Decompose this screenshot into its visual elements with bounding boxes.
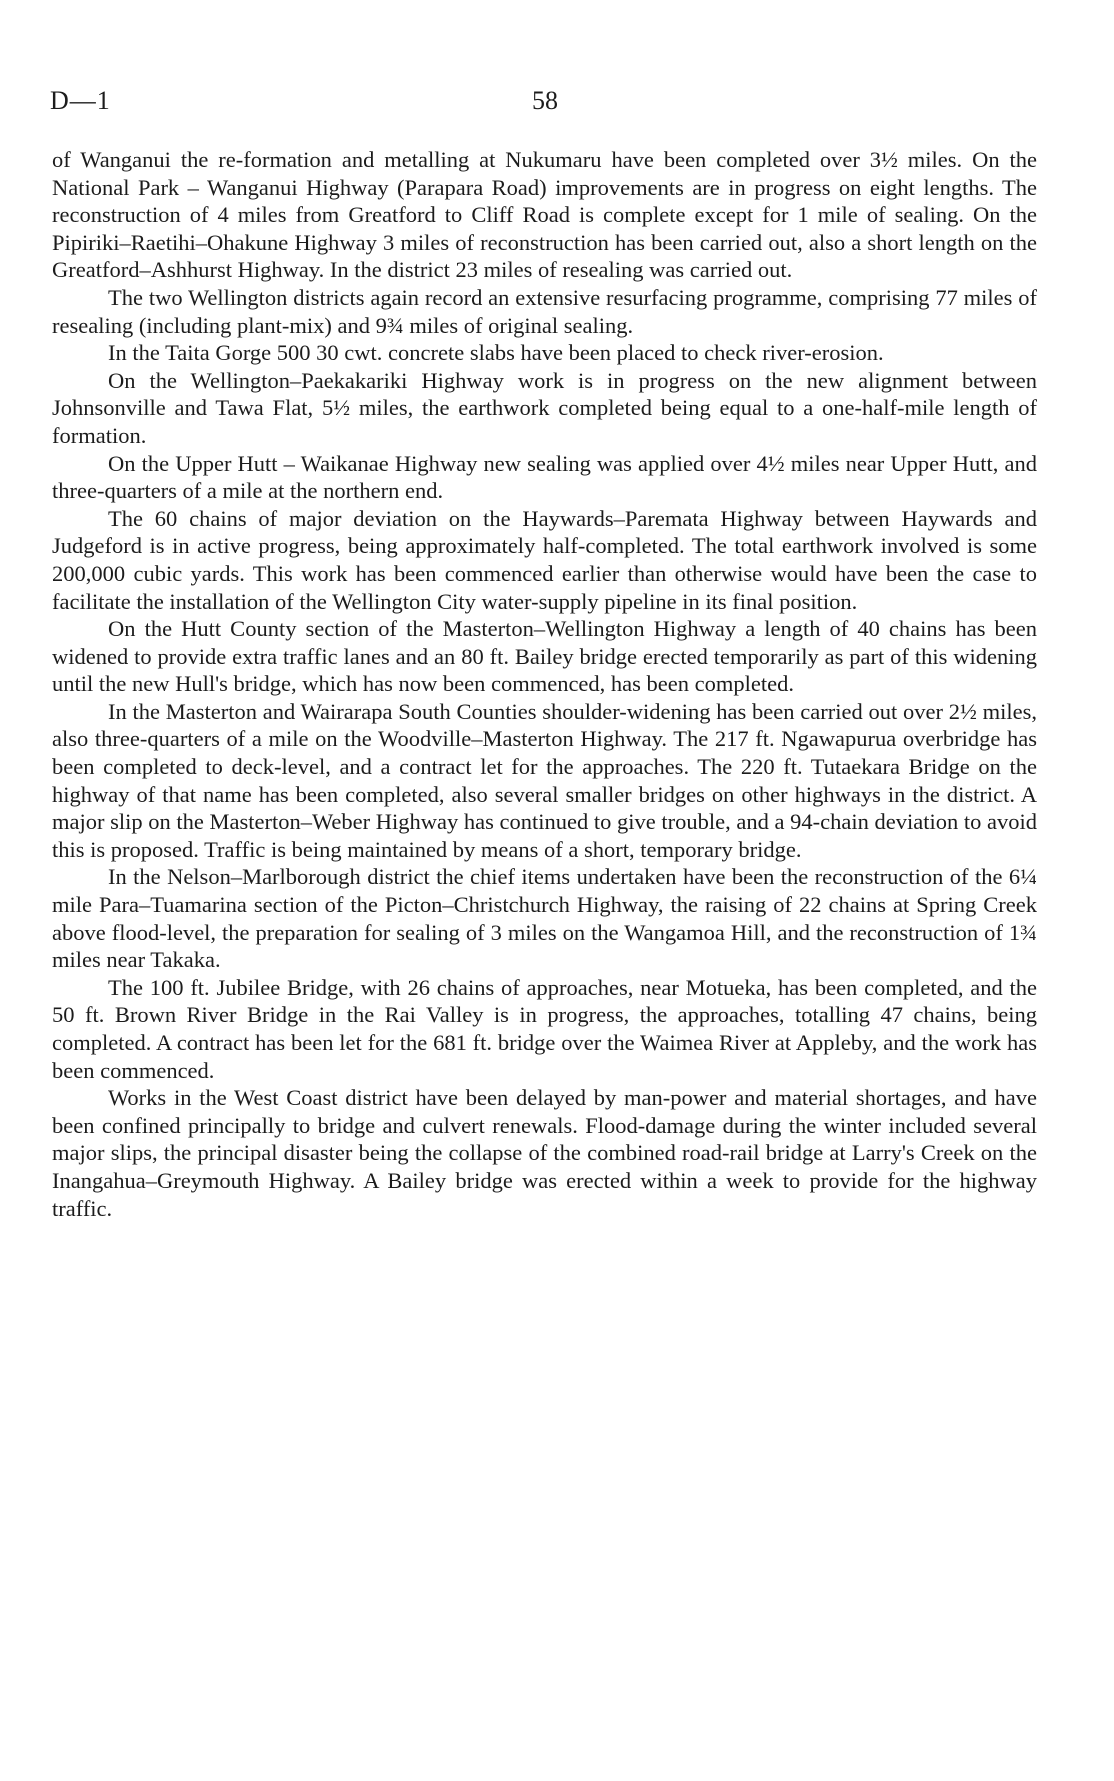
paragraph-nelson-marlborough: In the Nelson–Marlborough district the chief items undertaken have been the reconstruction of the 6¼ mile Para–Tuamarina section of the Picton–Christchurch Highway, the raising of 22 chains at Spring Creek above flood-level, the preparation for sealing of 3 miles on the Wangamoa Hill, and the reconstruction of 1¾ miles near Takaka. bbox=[52, 864, 1037, 973]
paragraph-jubilee-bridge: The 100 ft. Jubilee Bridge, with 26 chains of approaches, near Motueka, has been completed, and the 50 ft. Brown River Bridge in the Rai Valley is in progress, the approaches, totalling 47 chains, being completed. A contract has been let for the 681 ft. bridge over the Waimea River at Appleby, and the work has been commenced. bbox=[52, 974, 1037, 1083]
paragraph-wellington-paekakariki: On the Wellington–Paekakariki Highway work is in progress on the new alignment between Johnsonville and Tawa Flat, 5½ miles, the earthwork completed being equal to a one-half-mile length of formation. bbox=[52, 367, 1037, 448]
page-number: 58 bbox=[532, 86, 558, 115]
paragraph-west-coast: Works in the West Coast district have been delayed by man-power and material shortages, and have been confined principally to bridge and culvert renewals. Flood-damage during the winter included several major slips, the principal disaster being the collapse of the combined road-rail bridge at Larry's Creek on the Inangahua–Greymouth Highway. A Bailey bridge was erected within a week to provide for the highway traffic. bbox=[52, 1085, 1037, 1221]
page-header bbox=[50, 86, 1040, 122]
body-text bbox=[52, 146, 1037, 1222]
paragraph-masterton-wairarapa: In the Masterton and Wairarapa South Counties shoulder-widening has been carried out over 2½ miles, also three-quarters of a mile on the Woodville–Masterton Highway. The 217 ft. Ngawapurua overbridge has been completed to deck-level, and a contract let for the approaches. The 220 ft. Tutaekara Bridge on the highway of that name has been completed, also several smaller bridges on other highways in the district. A major slip on the Masterton–Weber Highway has continued to give trouble, and a 94-chain deviation to avoid this is proposed. Traffic is being maintained by means of a short, temporary bridge. bbox=[52, 698, 1037, 862]
paragraph-wellington-resurfacing: The two Wellington districts again record an extensive resurfacing programme, comprising 77 miles of resealing (including plant-mix) and 9¾ miles of original sealing. bbox=[52, 284, 1037, 338]
paragraph-haywards-paremata: The 60 chains of major deviation on the Haywards–Paremata Highway between Haywards and Judgeford is in active progress, being approximately half-completed. The total earthwork involved is some 200,000 cubic yards. This work has been commenced earlier than otherwise would have been the case to facilitate the installation of the Wellington City water-supply pipeline in its final position. bbox=[52, 505, 1037, 614]
paragraph-wanganui-continued: of Wanganui the re-formation and metalling at Nukumaru have been completed over 3½ miles. On the National Park – Wanganui Highway (Parapara Road) improvements are in progress on eight lengths. The reconstruction of 4 miles from Greatford to Cliff Road is complete except for 1 mile of sealing. On the Pipiriki–Raetihi–Ohakune Highway 3 miles of reconstruction has been carried out, also a short length on the Greatford–Ashhurst Highway. In the district 23 miles of resealing was carried out. bbox=[52, 147, 1037, 283]
paragraph-hutt-county: On the Hutt County section of the Masterton–Wellington Highway a length of 40 chains has been widened to provide extra traffic lanes and an 80 ft. Bailey bridge erected temporarily as part of this widening until the new Hull's bridge, which has now been commenced, has been completed. bbox=[52, 616, 1037, 697]
document-reference: D—1 bbox=[50, 86, 111, 115]
paragraph-upper-hutt-waikanae: On the Upper Hutt – Waikanae Highway new sealing was applied over 4½ miles near Upper Hutt, and three-quarters of a mile at the northern end. bbox=[52, 450, 1037, 504]
paragraph-taita-gorge: In the Taita Gorge 500 30 cwt. concrete slabs have been placed to check river-erosion. bbox=[108, 340, 884, 366]
